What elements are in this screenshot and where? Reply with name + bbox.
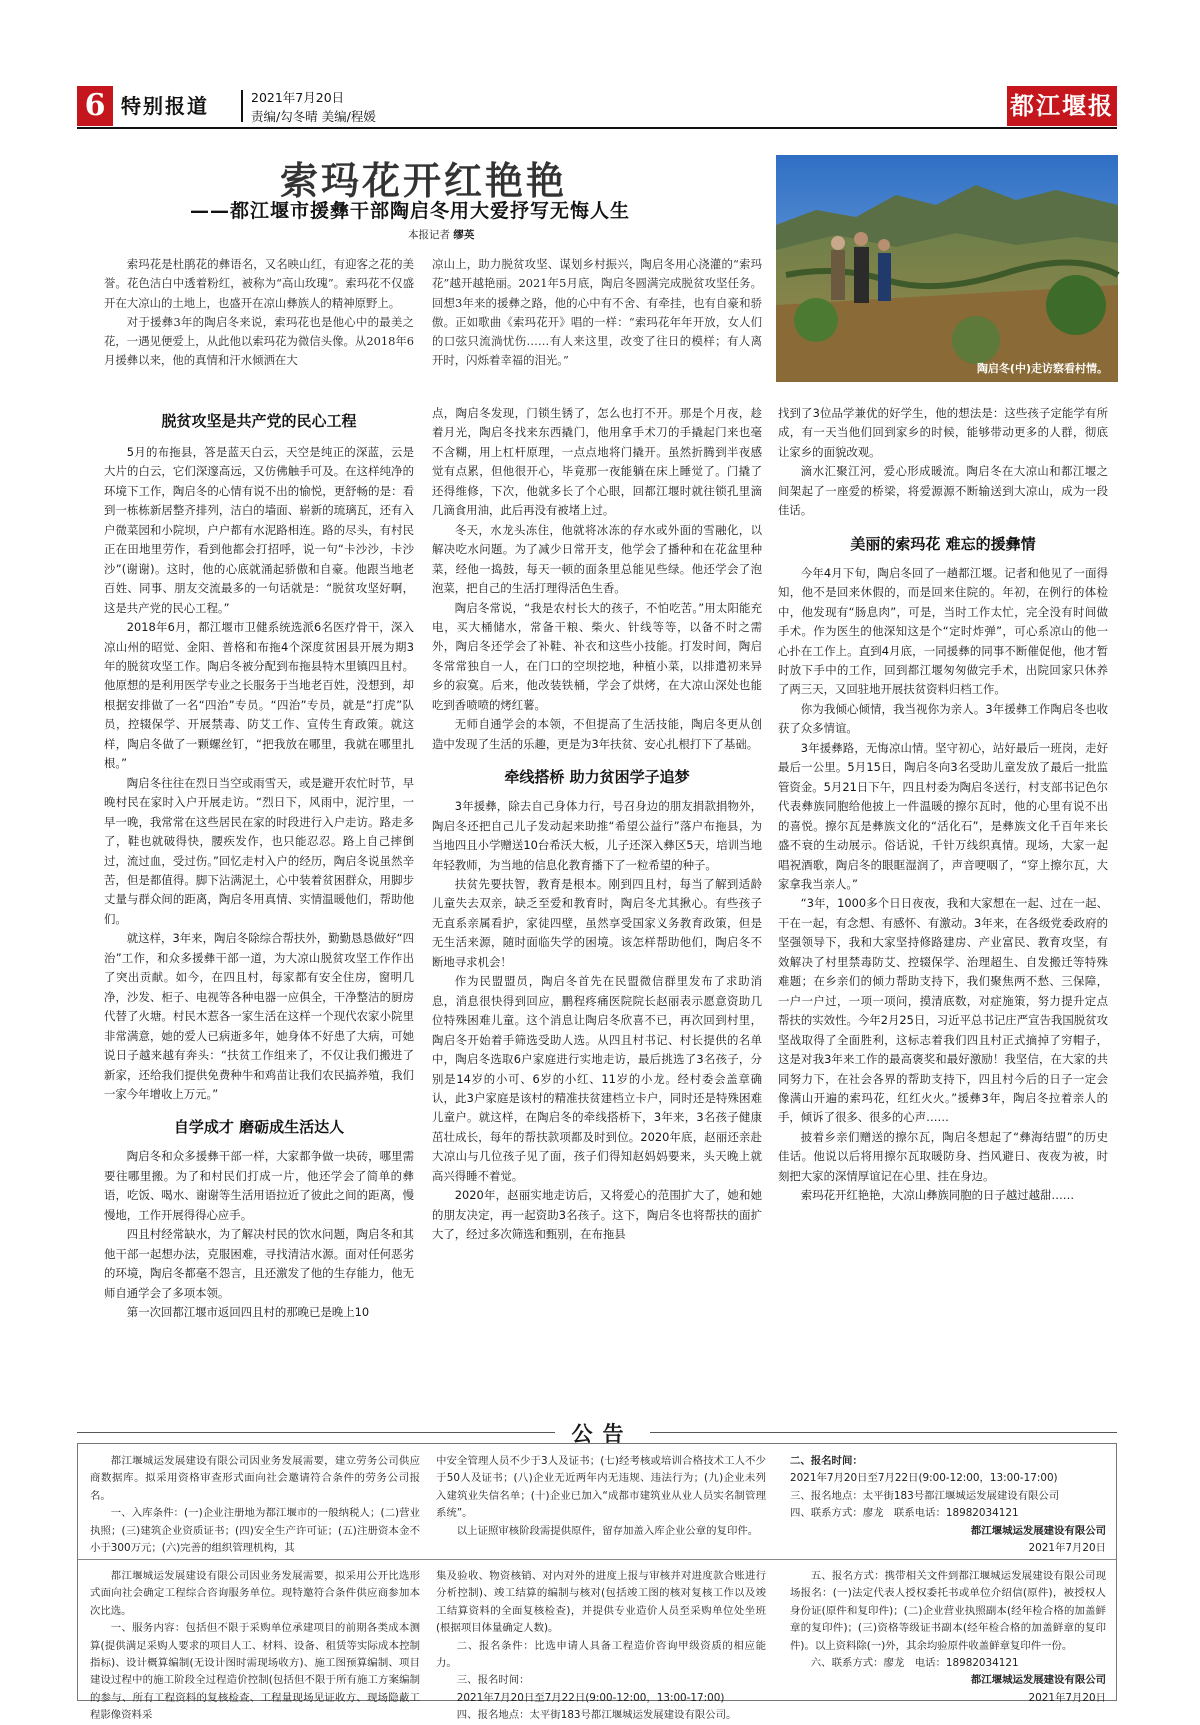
paragraph: 5月的布拖县，答是蓝天白云，天空是纯正的深蓝，云是大片的白云，它们深邃高远，又仿佛触手可及。在这样纯净的环境下工作，陶启冬的心情有说不出的愉悦，更舒畅的是：看到一栋栋新居整齐排列，洁白的墙面、崭新的琉璃瓦，还有入户微菜园和小院坝，户户都有水泥路相连。路的尽头，有村民正在田地里劳作，看到他都会打招呼，说一句“卡沙沙，卡沙沙”(谢谢)。这时，他的心底就涌起骄傲和自豪。他跟当地老百姓、同事、朋友交流最多的一句话就是：“脱贫攻坚好啊，这是共产党的民心工程。” <box>104 445 414 615</box>
issue-date: 2021年7月20日 <box>251 90 345 105</box>
notice-paragraph: 2021年7月20日至7月22日(9:00-12:00，13:00-17:00) <box>456 1691 725 1704</box>
notice-line: 二、报名时间： <box>790 1455 863 1467</box>
column-3 <box>778 404 1108 1206</box>
notice-b-col2 <box>436 1568 766 1725</box>
notice-paragraph: 以上证照审核阶段需提供原件，留存加盖入库企业公章的复印件。 <box>456 1524 759 1537</box>
notice-paragraph: 三、报名时间： <box>456 1674 530 1687</box>
paragraph: 四且村经常缺水，为了解决村民的饮水问题，陶启冬和其他干部一起想办法，克服困难，寻找清洁水源。面对任何恶劣的环境，陶启冬都毫不怨言，且还激发了他的生存能力，他无师自通学会了多项本领。 <box>104 1227 414 1300</box>
paragraph: 3年援彝，除去自己身体力行，号召身边的朋友捐款捐物外，陶启冬还把自己儿子发动起来助推“希望公益行”落户布拖县，为当地四且小学赠送10台希沃大板，儿子还深入彝区5天，培训当地年轻教师，为当地的信息化教育播下了一粒希望的种子。 <box>432 799 762 872</box>
paragraph: 2020年，赵丽实地走访后，又将爱心的范围扩大了，她和她的朋友决定，再一起资助3名孩子。这下，陶启冬也将帮扶的面扩大了，经过多次筛选和甄别，在布拖县 <box>432 1188 762 1242</box>
notice-paragraph: 集及验收、物资核销、对内对外的进度上报与审核并对进度款合账进行分析控制)、竣工结算的编制与核对(包括竣工图的核对复核工作以及竣工结算资料的全面复核检查)，并提供专业造价人员至采购单位处坐班(根据项目体量确定人数)。 <box>436 1570 766 1635</box>
paragraph: 滴水汇聚江河，爱心形成暖流。陶启冬在大凉山和都江堰之间架起了一座爱的桥梁，将爱源源不断输送到大凉山，成为一段佳话。 <box>778 464 1108 518</box>
header-rule <box>77 127 1117 129</box>
photo-caption: 陶启冬(中)走访察看村情。 <box>976 362 1108 375</box>
paragraph: 就这样，3年来，陶启冬除综合帮扶外，勤勤恳恳做好“四治”工作，和众多援彝干部一道，为大凉山脱贫攻坚工作作出了突出贡献。如今，在四且村，每家都有安全住房，窗明几净，沙发、柜子、电视等各种电器一应俱全，干净整洁的厨房代替了火塘。村民木惹各一家生活在这样一个现代农家小院里非常满意，她的爱人已病逝多年，她身体不好患了大病，可她说日子越来越有奔头：“扶贫工作组来了，不仅让我们搬进了新家，还给我们提供免费种牛和鸡苗让我们农民搞养殖，我们一家今年增收上万元。” <box>104 931 414 1101</box>
reporter-label: 本报记者 <box>408 229 450 241</box>
paragraph: 你为我倾心倾情，我当视你为亲人。3年援彝工作陶启冬也收获了众多情谊。 <box>778 701 1108 736</box>
notice-paragraph: 中安全管理人员不少于3人及证书；(七)经考核或培训合格技术工人不少于50人及证书；(八)企业无近两年内无违规、违法行为；(九)企业未列入建筑业失信名单；(十)企业已加入“成都市建筑业从业人员实名制管理系统”。 <box>436 1455 766 1520</box>
paragraph: 点，陶启冬发现，门锁生锈了，怎么也打不开。那是个月夜，趁着月光，陶启冬找来东西撬门，他用拿手术刀的手撬起门来也毫不含糊，用上杠杆原理，一点点地将门撬开。虽然折腾到半夜感觉有点累，但他很开心，毕竟那一夜能躺在床上睡觉了。门撬了还得维修，下次，他就多长了个心眼，回都江堰时就往锁孔里滴几滴食用油，此后再没有被堵上过。 <box>432 406 762 518</box>
notice-paragraph: 都江堰城运发展建设有限公司因业务发展需要，建立劳务公司供应商数据库。拟采用资格审查形式面向社会邀请符合条件的劳务公司报名。 <box>90 1455 420 1502</box>
notice-a-col1 <box>90 1453 420 1557</box>
notice-paragraph: 一、入库条件：(一)企业注册地为都江堰市的一般纳税人；(二)营业执照；(三)建筑企业资质证书；(四)安全生产许可证；(五)注册资本金不小于300万元；(六)完善的组织管理机构，其 <box>90 1507 420 1555</box>
lead-paragraph: 对于援彝3年的陶启冬来说，索玛花也是他心中的最美之花，一遇见便爱上，从此他以索玛花为微信头像。从2018年6月援彝以来，他的真情和汗水倾洒在大 <box>104 314 414 368</box>
section-heading: 牵线搭桥 助力贫困学子追梦 <box>504 768 690 787</box>
notice-title: 公告 <box>555 1418 650 1448</box>
notice-b-col1 <box>90 1568 420 1725</box>
paragraph: 陶启冬和众多援彝干部一样，大家都争做一块砖，哪里需要往哪里搬。为了和村民们打成一片，他还学会了简单的彝语，吃饭、喝水、谢谢等生活用语拉近了彼此之间的距离，慢慢地，工作开展得得心应手。 <box>104 1149 414 1222</box>
paragraph: 作为民盟盟员，陶启冬首先在民盟微信群里发布了求助消息，消息很快得到回应，鹏程疼痛医院院长赵丽表示愿意资助几位特殊困难儿童。这个消息让陶启冬欣喜不已，再次回到村里，陶启冬开始着手筛选受助人选。从四且村书记、村长提供的名单中，陶启冬选取6户家庭进行实地走访，最后挑选了3名孩子，分别是14岁的小可、6岁的小红、11岁的小龙。经村委会盖章确认，此3户家庭是该村的精准扶贫建档立卡户，同时还是特殊困难儿童户。就这样，在陶启冬的牵线搭桥下，3年来，3名孩子健康茁壮成长，每年的帮扶款项都及时到位。2020年底，赵丽还亲赴大凉山与几位孩子见了面，孩子们得知赵妈妈要来，头天晚上就高兴得睡不着觉。 <box>432 974 762 1183</box>
section-heading: 自学成才 磨砺成生活达人 <box>173 1118 345 1137</box>
lead-right <box>432 255 762 371</box>
page-header <box>77 86 1117 126</box>
notice-a-col2 <box>436 1453 766 1540</box>
header-divider <box>241 90 243 122</box>
section-heading: 脱贫攻坚是共产党的民心工程 <box>161 412 357 430</box>
notice-paragraph: 二、报名条件：比选申请人具备工程造价咨询甲级资质的相应能力。 <box>436 1639 766 1670</box>
byline <box>408 227 474 242</box>
lead-left <box>104 255 414 371</box>
notice-date: 2021年7月20日 <box>1028 1542 1106 1555</box>
lead-paragraph: 索玛花是杜鹃花的彝语名，又名映山红，有迎客之花的美誉。花色洁白中透着粉红，被称为“高山玫瑰”。索玛花不仅盛开在大凉山的土地上，也盛开在凉山彝族人的精神原野上。 <box>104 257 414 310</box>
notice-line: 三、报名地点：太平街183号都江堰城运发展建设有限公司 <box>790 1489 1060 1502</box>
notice-b-col3 <box>790 1568 1106 1707</box>
notice-line: 2021年7月20日至7月22日(9:00-12:00，13:00-17:00) <box>790 1472 1058 1485</box>
notice-date: 2021年7月20日 <box>1028 1691 1106 1704</box>
notice-a-col3 <box>790 1453 1106 1557</box>
article-photo <box>776 155 1118 382</box>
notice-paragraph: 六、联系方式：廖龙 电话：18982034121 <box>810 1657 1019 1670</box>
headline: 索玛花开红艳艳 <box>280 158 568 203</box>
paragraph: 索玛花开红艳艳，大凉山彝族同胞的日子越过越甜…… <box>800 1188 1075 1203</box>
section-heading: 美丽的索玛花 难忘的援彝情 <box>850 534 1036 553</box>
section-title: 特别报道 <box>121 94 209 118</box>
notice-org: 都江堰城运发展建设有限公司 <box>970 1674 1106 1687</box>
notice-paragraph: 一、服务内容：包括但不限于采购单位承建项目的前期各类成本测算(提供满足采购人要求的项目人工、材料、设备、租赁等实际成本控制指标)、设计概算编制(无设计图时需现场收方)、施工图预算编制、项目建设过程中的施工阶段全过程造价控制(包括但不限于所有施工方案编制的参与、所有工程资料的复核检查、工程量现场见证收方、现场隐蔽工程影像资料采 <box>90 1622 420 1722</box>
paragraph: 陶启冬往往在烈日当空或雨雪天，或是避开农忙时节，早晚村民在家时入户开展走访。“烈日下，风雨中，泥泞里，一早一晚，我常常在这些居民在家的时段进行入户走访。路走多了，鞋也就破得快，腰疾发作，也只能忍忍。路上自己摔倒过，流过血，受过伤。”回忆走村入户的经历，陶启冬说虽然辛苦，但是都值得。脚下沾满泥土，心中装着贫困群众，用脚步丈量与群众间的距离，陶启冬用真情、实情温暖他们，帮助他们。 <box>104 775 414 926</box>
notice-divider <box>78 1559 1116 1560</box>
paragraph: 第一次回都江堰市返回四且村的那晚已是晚上10 <box>126 1305 370 1320</box>
paragraph: 今年4月下旬，陶启冬回了一趟都江堰。记者和他见了一面得知，他不是回来休假的，而是回来住院的。年初，在例行的体检中，他发现有“肠息肉”，可是，当时工作太忙，完全没有时间做手术。作为医生的他深知这是个“定时炸弹”，可心系凉山的他一心扑在工作上。直到4月底，一同援彝的同事不断催促他，他才暂时放下手中的工作，回到都江堰匆匆做完手术，出院回家只休养了两三天，又回驻地开展扶贫资料归档工作。 <box>778 565 1108 697</box>
page-number: 6 <box>77 86 113 126</box>
paragraph: 陶启冬常说，“我是农村长大的孩子，不怕吃苦。”用太阳能充电，买大桶储水，常备干粮、柴火、针线等等，以备不时之需外，陶启冬还学会了补鞋、补衣和这些小技能。打发时间，陶启冬常常独自一人，在门口的空坝挖地，种植小菜，以排遣初来异乡的寂寞。后来，他改装铁桶，学会了烘烤，在大凉山深处也能吃到香喷喷的烤红薯。 <box>432 600 762 712</box>
notice-paragraph: 都江堰城运发展建设有限公司因业务发展需要，拟采用公开比选形式面向社会确定工程综合咨询服务单位。现特邀符合条件供应商参加本次比选。 <box>90 1570 420 1617</box>
paragraph: “3年，1000多个日日夜夜，我和大家想在一起、过在一起、干在一起，有念想、有感怀、有激动。3年来，在各级党委政府的坚强领导下，我和大家坚持修路建房、产业富民、教育攻坚，有效解决了村里禁毒防艾、控辍保学、治理超生、自发搬迁等特殊难题；在乡亲们的倾力帮助支持下，我们聚焦两不愁、三保障，一户一户过，一项一项问，摸清底数，对症施策，努力提升定点帮扶的实效性。今年2月25日，习近平总书记庄严宣告我国脱贫攻坚战取得了全面胜利，这标志着我们四且村正式摘掉了穷帽子，这是对我3年来工作的最高褒奖和最好激励！我坚信，在大家的共同努力下，在社会各界的帮助支持下，四且村今后的日子一定会像满山开遍的索玛花，红红火火。”援彝3年，陶启冬拉着亲人的手，倾诉了很多、很多的心声…… <box>778 896 1108 1125</box>
notice-paragraph: 五、报名方式：携带相关文件到都江堰城运发展建设有限公司现场报名：(一)法定代表人授权委托书或单位介绍信(原件)，被授权人身份证(原件和复印件)；(二)企业营业执照副本(经年检合格的加盖鲜章的复印件)；(三)资格等级证书副本(经年检合格的加盖鲜章的复印件)。以上资料除(一)外，其余均验原件收盖鲜章复印件一份。 <box>790 1570 1106 1652</box>
paragraph: 披着乡亲们赠送的擦尔瓦，陶启冬想起了“彝海结盟”的历史佳话。他说以后将用擦尔瓦取暖防身、挡风避日、夜夜为被，时刻把大家的深情厚谊记在心里、挂在身边。 <box>778 1129 1108 1183</box>
paragraph: 扶贫先要扶智，教育是根本。刚到四且村，每当了解到适龄儿童失去双亲，缺乏至爱和教育时，陶启冬尤其揪心。有些孩子无直系亲属看护，家徒四壁，虽然享受国家义务教育政策，但是无生活来源，随时面临失学的困境。该怎样帮助他们，陶启冬不断地寻求机会！ <box>432 876 762 969</box>
notice-paragraph: 四、报名地点：太平街183号都江堰城运发展建设有限公司。 <box>456 1709 737 1722</box>
newspaper-logo: 都江堰报 <box>1007 86 1117 126</box>
column-1 <box>104 410 414 1322</box>
paragraph: 无师自通学会的本领，不但提高了生活技能，陶启冬更从创造中发现了生活的乐趣，更是为3年扶贫、安心扎根打下了基础。 <box>432 717 762 751</box>
subheadline: ——都江堰市援彝干部陶启冬用大爱抒写无悔人生 <box>190 200 631 222</box>
notice-line: 四、联系方式：廖龙 联系电话：18982034121 <box>790 1507 1019 1520</box>
lead-paragraph: 凉山上，助力脱贫攻坚、谋划乡村振兴，陶启冬用心浇灌的“索玛花”越开越艳丽。2021年5月底，陶启冬圆满完成脱贫攻坚任务。回想3年来的援彝之路，他的心中有不舍、有牵挂，也有自豪和骄傲。正如歌曲《索玛花开》唱的一样：“索玛花年年开放，女人们的口弦只流淌忧伤……有人来这里，改变了往日的模样；有人离开时，闪烁着幸福的泪光。” <box>432 257 762 368</box>
paragraph: 3年援彝路，无悔凉山情。坚守初心，站好最后一班岗，走好最后一公里。5月15日，陶启冬向3名受助儿童发放了最后一批监管资金。5月21日下午，四且村委为陶启冬送行，村支部书记色尔代表彝族同胞给他披上一件温暖的擦尔瓦时，他的心里有说不出的喜悦。擦尔瓦是彝族文化的“活化石”，是彝族文化千百年来长盛不衰的生动展示。俗话说，千针万线织真情。现场，大家一起唱祝酒歌，陶启冬的眼眶湿润了，声音哽咽了，“穿上擦尔瓦，大家拿我当亲人。” <box>778 740 1108 891</box>
notice-org: 都江堰城运发展建设有限公司 <box>970 1524 1106 1537</box>
paragraph: 2018年6月，都江堰市卫健系统选派6名医疗骨干，深入凉山州的昭觉、金阳、普格和布拖4个深度贫困县开展为期3年的脱贫攻坚工作。陶启冬被分配到布拖县特木里镇四且村。他原想的是利用医学专业之长服务于当地老百姓，没想到，却根据安排做了一名“四治”专员。“四治”专员，就是“打虎”队员，控辍保学、开展禁毒、防艾工作、宣传生育政策。就这样，陶启冬做了一颗螺丝钉，“把我放在哪里，我就在哪里扎根。” <box>104 620 414 771</box>
editors: 责编/勾冬晴 美编/程媛 <box>251 109 376 124</box>
paragraph: 冬天，水龙头冻住，他就将冰冻的存水或外面的雪融化，以解决吃水问题。为了减少日常开支，他学会了播种和在花盆里种菜，经他一捣鼓，每天一顿的面条里总能见些绿。他还学会了泡泡菜，把自己的生活打理得活色生香。 <box>432 522 762 596</box>
column-2 <box>432 404 762 1245</box>
reporter-name: 缪英 <box>453 229 475 241</box>
paragraph: 找到了3位品学兼优的好学生，他的想法是：这些孩子定能学有所成，有一天当他们回到家乡的时候，能够带动更多的人群，彻底让家乡的面貌改观。 <box>778 406 1108 459</box>
landscape-photo-icon <box>776 155 1118 382</box>
